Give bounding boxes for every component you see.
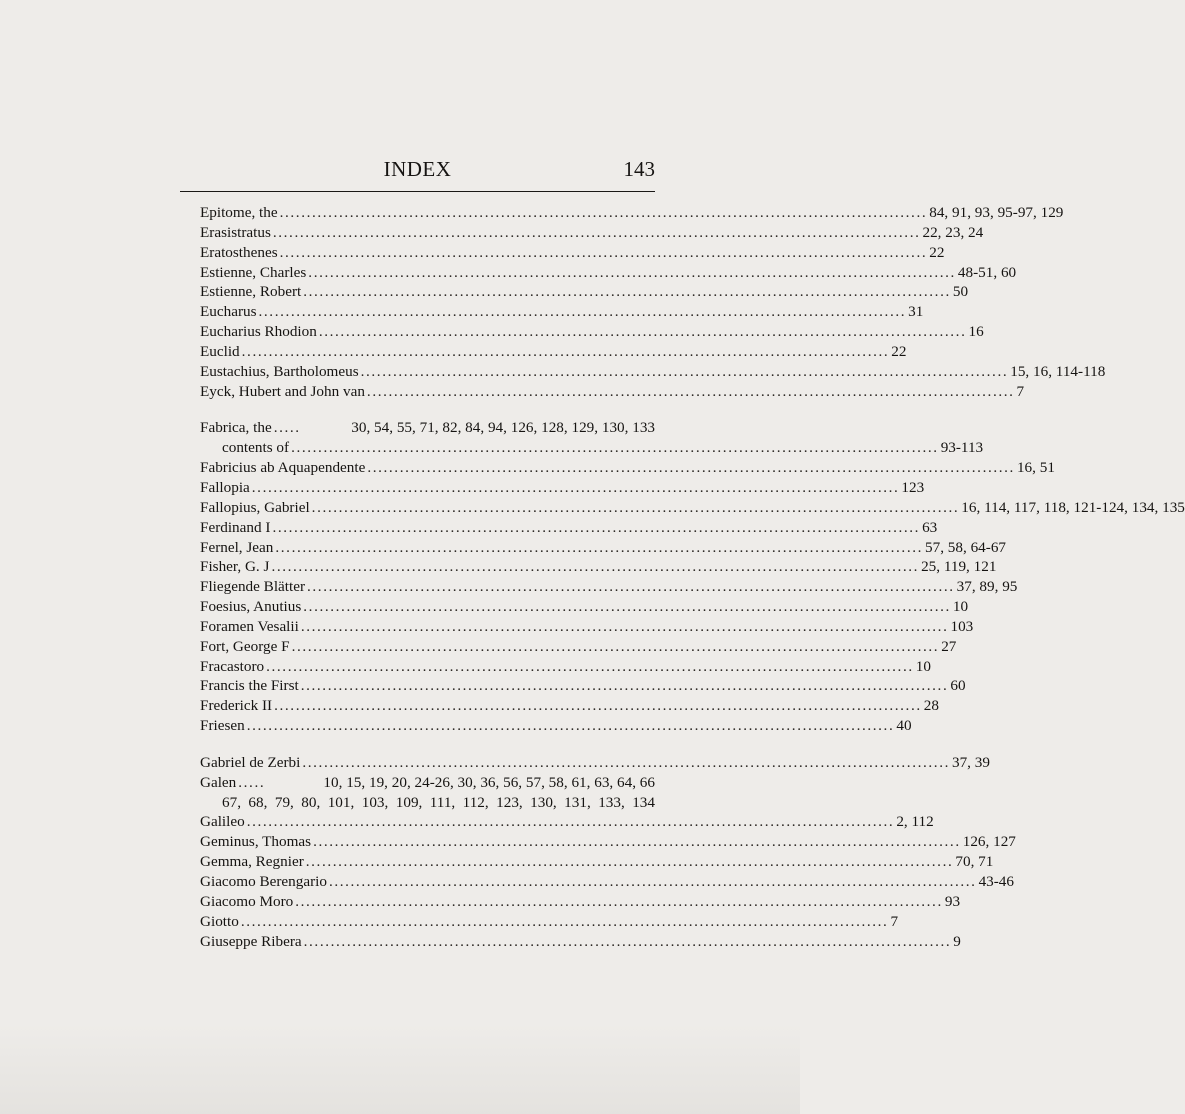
dot-leader: ........................................................................................................................ (360, 362, 1009, 380)
index-entry (200, 478, 925, 498)
entry-term: Gemma, Regnier (200, 853, 304, 871)
index-entry (200, 518, 938, 538)
dot-leader: ........................................................................................................................ (307, 578, 955, 596)
dot-leader: ........................................................................................................................ (303, 598, 951, 616)
entry-term: Friesen (200, 717, 245, 735)
entry-pages: 30, 54, 55, 71, 82, 84, 94, 126, 128, 129, 130, 133 (351, 419, 655, 437)
index-entry (200, 696, 939, 716)
index-entry (200, 617, 974, 637)
dot-leader: ........................................................................................................................ (272, 518, 921, 536)
entry-term: Galen (200, 773, 237, 791)
entry-pages: 9 (953, 932, 961, 950)
entry-pages: 123 (901, 478, 925, 496)
dot-leader: ........................................................................................................................ (305, 853, 954, 871)
entry-pages: 126, 127 (962, 833, 1016, 851)
entry-term: Gabriel de Zerbi (200, 753, 301, 771)
dot-leader: ........................................................................................................................ (318, 323, 967, 341)
entry-pages: 10 (915, 657, 931, 675)
entry-term: Galileo (200, 813, 245, 831)
entry-term: Foesius, Anutius (200, 598, 302, 616)
entry-pages: 67, 68, 79, 80, 101, 103, 109, 111, 112, 123, 130, 131, 133, 134 (222, 793, 655, 811)
entry-term: Giacomo Moro (200, 892, 294, 910)
dot-leader: ........................................................................................................................ (279, 204, 928, 221)
entry-term: Giotto (200, 912, 239, 930)
index-entry (200, 832, 1016, 852)
dot-leader: ........................................................................................................................ (313, 833, 961, 851)
index-entry (200, 342, 907, 362)
dot-leader: ..... (238, 773, 266, 791)
index-entry (200, 223, 984, 243)
index-entry (200, 362, 1106, 382)
entry-pages: 84, 91, 93, 95-97, 129 (929, 204, 1064, 221)
page-shadow (0, 1024, 800, 1114)
index-entry (200, 382, 1025, 402)
entry-pages: 7 (890, 912, 899, 930)
dot-leader: ........................................................................................................................ (300, 677, 949, 695)
entry-pages: 7 (1016, 382, 1025, 400)
entry-term: Ferdinand I (200, 518, 271, 536)
dot-leader: ........................................................................................................................ (302, 753, 950, 771)
index-entry (200, 577, 1018, 597)
dot-leader: ........................................................................................................................ (272, 223, 921, 241)
index-entry (200, 773, 655, 793)
entry-term: Eyck, Hubert and John van (200, 382, 365, 400)
entry-pages: 10 (952, 598, 969, 616)
index-entry (200, 538, 1007, 558)
index-entry (200, 282, 969, 302)
index-entry-continuation (200, 793, 655, 813)
entry-pages: 70, 71 (955, 853, 994, 871)
index-entry (200, 557, 997, 577)
entry-term: Giuseppe Ribera (200, 932, 302, 950)
index-entry (200, 498, 1185, 518)
entry-pages: 48-51, 60 (957, 263, 1017, 281)
entry-pages: 93-113 (940, 439, 984, 457)
entry-pages: 16 (968, 323, 984, 341)
dot-leader: ..... (273, 419, 301, 437)
entry-term: Eucharus (200, 303, 257, 321)
dot-leader: ........................................................................................................................ (366, 382, 1015, 400)
index-entry (200, 872, 1014, 892)
dot-leader: ........................................................................................................................ (303, 932, 952, 950)
dot-leader: ........................................................................................................................ (303, 283, 951, 301)
index-entry (200, 203, 1064, 223)
entry-pages: 15, 16, 114-118 (1010, 362, 1106, 380)
entry-term: Estienne, Charles (200, 263, 307, 281)
index-entries (200, 203, 1185, 951)
dot-leader: ........................................................................................................................ (266, 657, 914, 675)
index-entry (200, 932, 961, 952)
entry-pages: 22 (891, 342, 907, 360)
entry-pages: 10, 15, 19, 20, 24-26, 30, 36, 56, 57, 58, 61, 63, 64, 66 (323, 773, 655, 791)
entry-term: Francis the First (200, 677, 299, 695)
entry-term: Fisher, G. J (200, 558, 270, 576)
entry-pages: 22, 23, 24 (922, 223, 984, 241)
entry-term: Foramen Vesalii (200, 617, 299, 635)
dot-leader: ........................................................................................................................ (258, 303, 907, 321)
dot-leader: ........................................................................................................................ (251, 478, 900, 496)
index-entry (200, 263, 1017, 283)
entry-pages: 93 (944, 892, 961, 910)
dot-leader: ........................................................................................................................ (367, 459, 1015, 477)
dot-leader: ........................................................................................................................ (291, 637, 940, 655)
dot-leader: ........................................................................................................................ (279, 243, 928, 261)
entry-pages: 28 (923, 697, 939, 715)
entry-term: Fernel, Jean (200, 538, 274, 556)
index-entry (200, 716, 912, 736)
entry-term: Fliegende Blätter (200, 578, 306, 596)
entry-term: Geminus, Thomas (200, 833, 312, 851)
entry-pages: 37, 89, 95 (956, 578, 1018, 596)
index-entry (200, 243, 945, 263)
entry-pages: 43-46 (978, 873, 1014, 890)
entry-term: Fallopia (200, 478, 250, 496)
entry-term: Fort, George F (200, 637, 290, 655)
entry-pages: 2, 112 (896, 813, 934, 831)
index-entry (200, 852, 994, 872)
entry-pages: 57, 58, 64-67 (925, 538, 1007, 556)
entry-pages: 16, 51 (1016, 459, 1055, 477)
index-entry (200, 458, 1055, 478)
index-entry (200, 597, 969, 617)
entry-term: Eratosthenes (200, 243, 278, 261)
dot-leader: ........................................................................................................................ (275, 538, 924, 556)
dot-leader: ........................................................................................................................ (240, 912, 889, 930)
dot-leader: ........................................................................................................................ (246, 717, 895, 735)
entry-term: Eucharius Rhodion (200, 323, 317, 341)
dot-leader: ........................................................................................................................ (246, 813, 895, 831)
entry-term: Erasistratus (200, 223, 271, 241)
dot-leader: ........................................................................................................................ (291, 439, 939, 457)
entry-pages: 25, 119, 121 (921, 558, 997, 576)
entry-pages: 31 (908, 303, 924, 321)
entry-term: Fracastoro (200, 657, 265, 675)
index-entry (200, 322, 984, 342)
entry-term: Fabrica, the (200, 419, 272, 437)
running-header (180, 157, 655, 193)
dot-leader: ........................................................................................................................ (241, 342, 890, 360)
entry-term: Estienne, Robert (200, 283, 302, 301)
entry-pages: 50 (952, 283, 969, 301)
entry-pages: 27 (941, 637, 957, 655)
dot-leader: ........................................................................................................................ (274, 697, 922, 715)
entry-pages: 63 (922, 518, 938, 536)
index-entry (200, 912, 899, 932)
dot-leader: ........................................................................................................................ (311, 498, 960, 516)
header-rule (180, 191, 655, 192)
index-entry (200, 302, 924, 322)
entry-pages: 60 (950, 677, 966, 695)
entry-term: Fallopius, Gabriel (200, 498, 310, 516)
entry-pages: 40 (896, 717, 912, 735)
entry-pages: 22 (929, 243, 945, 261)
index-entry (200, 753, 990, 773)
dot-leader: ........................................................................................................................ (308, 263, 956, 281)
entry-term: Frederick II (200, 697, 273, 715)
index-entry (200, 418, 655, 438)
entry-term: Epitome, the (200, 204, 278, 221)
index-entry (200, 676, 966, 696)
dot-leader: ........................................................................................................................ (328, 873, 977, 890)
dot-leader: ........................................................................................................................ (271, 558, 920, 576)
entry-pages: 103 (950, 617, 974, 635)
entry-term: Eustachius, Bartholomeus (200, 362, 359, 380)
entry-term: contents of (222, 439, 290, 457)
dot-leader: ........................................................................................................................ (295, 892, 943, 910)
page-title: INDEX (383, 157, 452, 181)
index-entry (200, 657, 931, 677)
entry-term: Fabricius ab Aquapendente (200, 459, 366, 477)
index-entry (200, 812, 934, 832)
index-entry (200, 892, 961, 912)
entry-term: Giacomo Berengario (200, 873, 327, 890)
dot-leader: ........................................................................................................................ (300, 617, 949, 635)
index-subentry (200, 438, 984, 458)
index-entry (200, 637, 957, 657)
entry-term: Euclid (200, 342, 240, 360)
entry-pages: 16, 114, 117, 118, 121-124, 134, 135 (961, 498, 1185, 516)
entry-pages: 37, 39 (951, 753, 990, 771)
page-number: 143 (623, 157, 655, 181)
